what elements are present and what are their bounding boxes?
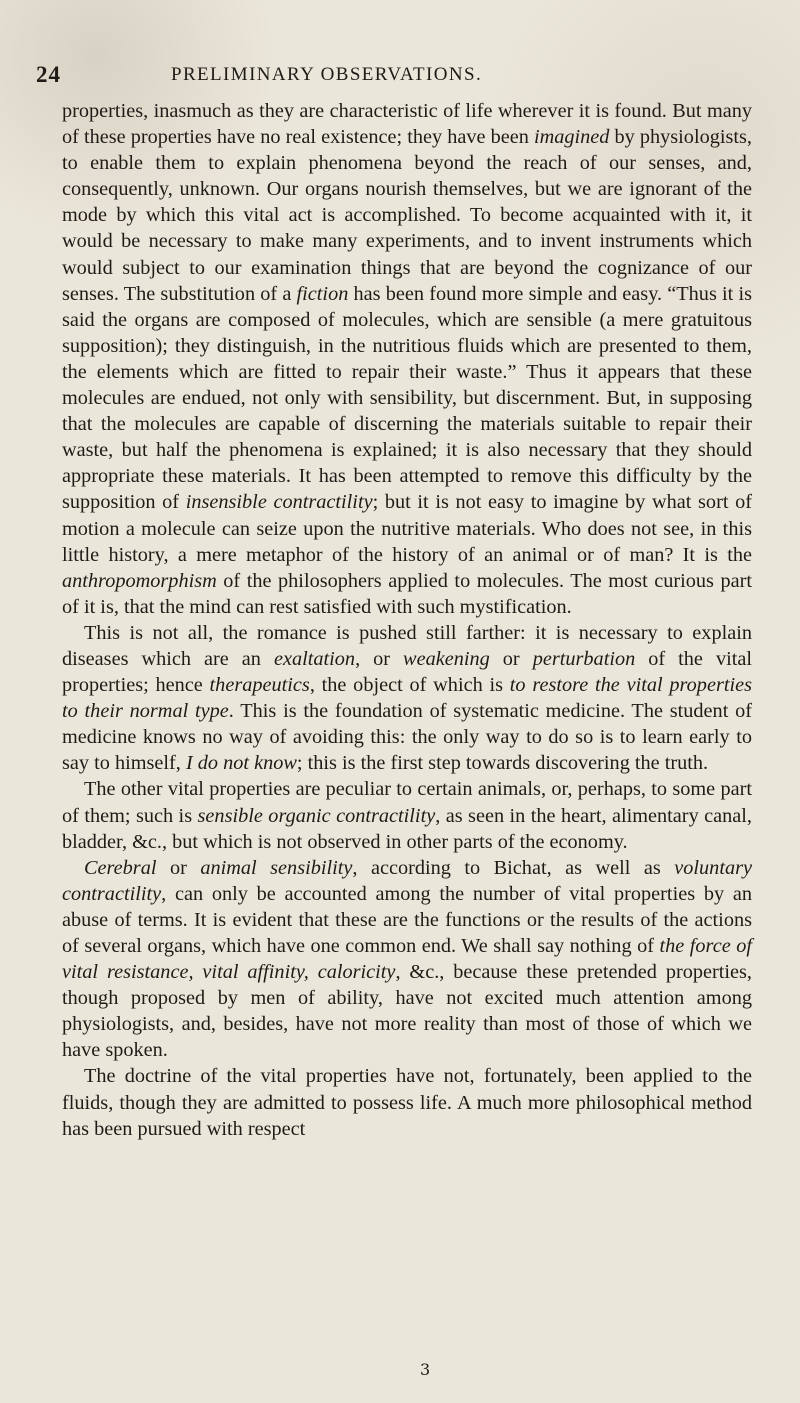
- text-run: of the philosophers applied to molecules. The most curious part of it is, that the mind can rest satisfied with such mystification.: [62, 569, 752, 618]
- text-run: or: [156, 856, 201, 879]
- text-run: ; this is the first step towards discovering the truth.: [296, 752, 709, 775]
- text-run: , can only be accounted among the number of vital properties by an abuse of terms. It is evident that these are the functions or the results of the actions of several organs, which have one common end. We shall say nothing of: [62, 882, 752, 957]
- running-head: [36, 62, 556, 92]
- paragraph-3: [62, 776, 752, 854]
- paragraph-2: [62, 620, 752, 777]
- page-number: 24: [36, 62, 61, 87]
- paragraph-1: [62, 98, 752, 620]
- text-run: ; but it is not easy to imagine by what sort of motion a molecule can seize upon the nutritive materials. Who does not see, in this little history, a mere metaphor of the history of an animal or of man? It is the: [62, 491, 752, 566]
- text-run: , or: [355, 647, 404, 670]
- running-head-title: PRELIMINARY OBSERVATIONS.: [171, 64, 483, 85]
- text-run: The doctrine of the vital properties have not, fortunately, been applied to the fluids, though they are admitted to possess life. A much more philosophical method has been pursued with respect: [62, 1065, 752, 1140]
- emphasis: anthropomorphism: [62, 569, 217, 592]
- text-run: This is not all, the romance is pushed still farther: it is necessary to explain diseases which are an: [62, 621, 752, 670]
- text-run: , &c., because these pretended properties, though proposed by men of ability, have not excited much attention among physiologists, and, besides, have not more reality than most of those of which we have spoken.: [62, 961, 752, 1062]
- text-run: The other vital properties are peculiar to certain animals, or, perhaps, to some part of them; such is: [62, 778, 752, 827]
- emphasis: weakening: [403, 647, 490, 670]
- emphasis: animal sensibility: [200, 856, 353, 879]
- emphasis: voluntary contractility: [62, 856, 752, 905]
- emphasis: I do not know: [185, 752, 297, 775]
- body-text: [62, 98, 752, 1142]
- text-run: by physiologists, to enable them to explain phenomena beyond the reach of our senses, and, consequently, unknown. Our organs nourish themselves, but we are ignorant of the mode by which this vital act is accomplished. To become acquainted with it, it would be necessary to make many experiments, and to invent instruments which would subject to our examination things that are beyond the cognizance of our senses. The substitution of a: [62, 126, 752, 305]
- emphasis: fiction: [296, 282, 349, 305]
- text-run: , as seen in the heart, alimentary canal, bladder, &c., but which is not observed in other parts of the economy.: [62, 804, 752, 853]
- text-run: or: [489, 647, 533, 670]
- emphasis: therapeutics: [209, 674, 310, 697]
- emphasis: imagined: [533, 126, 610, 149]
- text-run: has been found more simple and easy. “Thus it is said the organs are composed of molecules, which are sensible (a mere gratuitous supposition); they distinguish, in the nutritious fluids which are presented to them, the elements which are fitted to repair their waste.” Thus it appears that these molecules are endued, not only with sensibility, but discernment. But, in supposing that the molecules are capable of discerning the materials suitable to repair their waste, but half the phenomena is explained; it is also necessary that they should appropriate these materials. It has been attempted to remove this difficulty by the supposition of: [62, 282, 752, 514]
- emphasis: sensible organic contractility: [197, 804, 436, 827]
- paragraph-4: [62, 855, 752, 1064]
- paragraph-5: [62, 1063, 752, 1141]
- text-run: . This is the foundation of systematic medicine. The student of medicine knows no way of avoiding this: the only way to do so is to learn early to say to himself,: [62, 700, 752, 775]
- emphasis: the force of vital resistance, vital affinity, caloricity: [62, 935, 752, 984]
- emphasis: to restore the vital properties to their normal type: [62, 674, 752, 723]
- emphasis: Cerebral: [84, 856, 157, 879]
- text-run: , according to Bichat, as well as: [352, 856, 675, 879]
- emphasis: perturbation: [532, 647, 636, 670]
- emphasis: exaltation: [273, 647, 356, 670]
- signature-mark: 3: [420, 1360, 431, 1379]
- text-run: of the vital properties; hence: [62, 647, 752, 697]
- text-run: , the object of which is: [309, 674, 510, 697]
- emphasis: insensible contractility: [185, 491, 373, 514]
- text-run: properties, inasmuch as they are characteristic of life wherever it is found. But many of these properties have no real existence; they have been: [62, 100, 752, 149]
